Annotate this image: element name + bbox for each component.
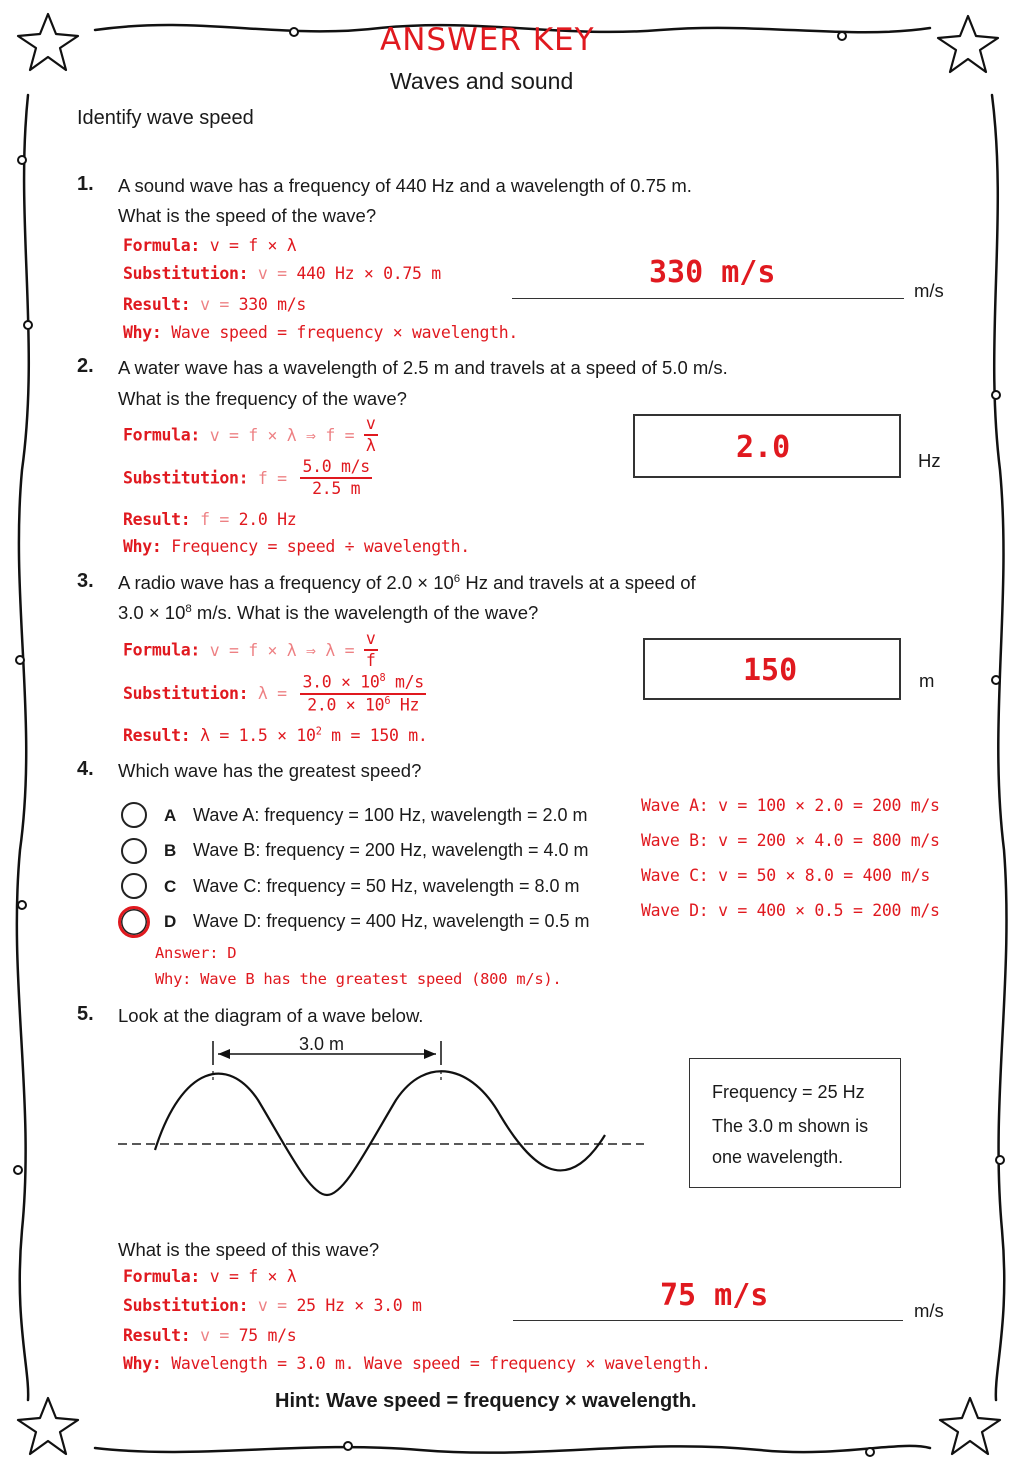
q3-formula: Formula: v = f × λ ⇒ λ = $\frac{v}{f}$: [123, 629, 376, 671]
q3-substitution: Substitution: λ = $\frac{3.0 \times 10^8 m/s}{2.0 \times 10^6 Hz}$: [123, 672, 424, 715]
q4-answer: Answer: D: [155, 944, 237, 962]
hint-text: Hint: Wave speed = frequency × wavelength.: [275, 1390, 697, 1412]
q5-unit: m/s: [914, 1300, 944, 1321]
q5-formula: Formula: v = f × λ: [123, 1267, 297, 1286]
q2-text-line2: What is the frequency of the wave?: [118, 388, 407, 409]
q4-option-d-radio-selected[interactable]: [118, 906, 150, 938]
q2-unit: Hz: [918, 450, 941, 471]
q2-formula: Formula: v = f × λ ⇒ f = $\frac{v}{\lambda}$: [123, 414, 376, 456]
q5-question: Look at the diagram of a wave below.: [118, 1005, 424, 1026]
q5-info-line3: one wavelength.: [712, 1147, 844, 1167]
q5-info-frequency: Frequency = 25 Hz: [712, 1082, 865, 1102]
q4-calc-c: Wave C: v = 50 × 8.0 = 400 m/s: [641, 866, 931, 885]
q4-option-c-radio[interactable]: [121, 873, 147, 899]
q3-unit: m: [919, 670, 935, 691]
q4-question: Which wave has the greatest speed?: [118, 760, 422, 781]
q3-answer: 150: [743, 653, 798, 688]
answer-key-title: ANSWER KEY: [380, 22, 595, 58]
q1-why: Why: Wave speed = frequency × wavelength.: [123, 323, 519, 342]
q4-option-d-text: Wave D: frequency = 400 Hz, wavelength = 0.5 m: [193, 911, 590, 931]
q1-unit: m/s: [914, 280, 944, 301]
q3-number: 3.: [77, 570, 94, 592]
q4-calc-a: Wave A: v = 100 × 2.0 = 200 m/s: [641, 796, 940, 815]
q4-option-b-letter: B: [164, 841, 177, 860]
q5-substitution: Substitution: v = 25 Hz × 3.0 m: [123, 1296, 422, 1315]
q1-text-line1: A sound wave has a frequency of 440 Hz and a wavelength of 0.75 m.: [118, 175, 692, 196]
q1-formula: Formula: v = f × λ: [123, 236, 297, 255]
q5-result: Result: v = 75 m/s: [123, 1326, 297, 1345]
section-heading: Identify wave speed: [77, 107, 254, 129]
q1-number: 1.: [77, 173, 94, 195]
q1-text-line2: What is the speed of the wave?: [118, 205, 377, 226]
q2-why: Why: Frequency = speed ÷ wavelength.: [123, 537, 470, 556]
q2-number: 2.: [77, 355, 94, 377]
q4-calc-d: Wave D: v = 400 × 0.5 = 200 m/s: [641, 901, 940, 920]
q5-ask: What is the speed of this wave?: [118, 1239, 380, 1260]
q4-option-a-letter: A: [164, 806, 177, 825]
q2-result: Result: f = 2.0 Hz: [123, 510, 297, 529]
q1-substitution: Substitution: v = 440 Hz × 0.75 m: [123, 264, 441, 283]
q2-answer: 2.0: [736, 430, 791, 465]
q4-option-d-letter: D: [164, 912, 177, 931]
wave-diagram: [110, 1035, 650, 1215]
q4-calc-b: Wave B: v = 200 × 4.0 = 800 m/s: [641, 831, 940, 850]
q5-why: Why: Wavelength = 3.0 m. Wave speed = frequency × wavelength.: [123, 1354, 711, 1373]
q4-option-b-text: Wave B: frequency = 200 Hz, wavelength = 4.0 m: [193, 840, 589, 860]
q4-option-b-radio[interactable]: [121, 838, 147, 864]
q4-why: Why: Wave B has the greatest speed (800 m/s).: [155, 970, 562, 988]
q3-text-line2: $3.0 \times 10^8$ m/s. What is the wavelength of the wave?: [118, 602, 539, 623]
q5-answer: 75 m/s: [660, 1278, 769, 1313]
q4-option-c-letter: C: [164, 877, 177, 896]
q5-number: 5.: [77, 1003, 94, 1025]
wave-dimension-label: 3.0 m: [299, 1034, 345, 1054]
q3-text-line1: A radio wave has a frequency of $2.0 \times 10^6$ Hz and travels at a speed of: [118, 572, 696, 593]
q4-option-c-text: Wave C: frequency = 50 Hz, wavelength = 8.0 m: [193, 876, 580, 896]
q4-option-a-text: Wave A: frequency = 100 Hz, wavelength = 2.0 m: [193, 805, 588, 825]
q2-text-line1: A water wave has a wavelength of 2.5 m and travels at a speed of 5.0 m/s.: [118, 357, 728, 378]
q3-result: Result: $\lambda = 1.5 \times 10^2$ m = 150 m.: [123, 726, 428, 745]
q1-answer-line: [512, 298, 904, 299]
q4-number: 4.: [77, 758, 94, 780]
q1-result: Result: v = 330 m/s: [123, 295, 307, 314]
q4-option-a-radio[interactable]: [121, 802, 147, 828]
q5-answer-line: [513, 1320, 903, 1321]
worksheet-subtitle: Waves and sound: [390, 68, 574, 94]
q1-answer: 330 m/s: [649, 255, 776, 290]
q5-info-line2: The 3.0 m shown is: [712, 1116, 869, 1136]
q2-substitution: Substitution: f = $\frac{5.0 m/s}{2.5 m}$: [123, 457, 370, 499]
